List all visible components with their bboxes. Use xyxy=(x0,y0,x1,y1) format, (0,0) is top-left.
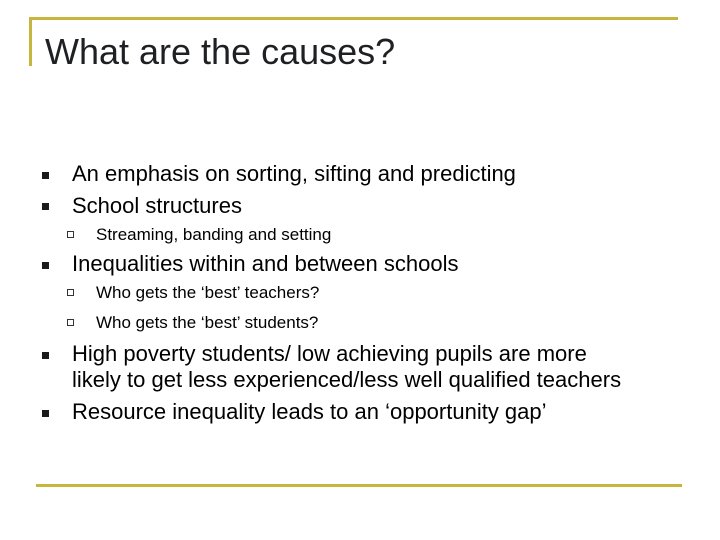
bullet-high-poverty-line2: likely to get less experienced/less well qualified teachers xyxy=(72,367,622,392)
sub-bullet-best-students: Who gets the ‘best’ students? xyxy=(96,313,319,332)
bullet-marker-2 xyxy=(42,203,49,210)
bullet-marker-4 xyxy=(42,352,49,359)
frame-top-rule xyxy=(29,17,678,20)
sub-bullet-best-teachers: Who gets the ‘best’ teachers? xyxy=(96,283,320,302)
bullet-sorting: An emphasis on sorting, sifting and predicting xyxy=(72,161,516,186)
bullet-marker-3 xyxy=(42,262,49,269)
sub-bullet-marker-2 xyxy=(67,289,74,296)
bullet-school-structures: School structures xyxy=(72,193,242,218)
bullet-inequalities: Inequalities within and between schools xyxy=(72,251,459,276)
frame-bottom-rule xyxy=(36,484,682,487)
slide-title: What are the causes? xyxy=(45,31,396,72)
bullet-marker-5 xyxy=(42,410,49,417)
sub-bullet-marker-3 xyxy=(67,319,74,326)
bullet-high-poverty-line1: High poverty students/ low achieving pupils are more xyxy=(72,341,587,366)
bullet-resource-inequality: Resource inequality leads to an ‘opportunity gap’ xyxy=(72,399,547,424)
sub-bullet-streaming: Streaming, banding and setting xyxy=(96,225,332,244)
bullet-marker-1 xyxy=(42,172,49,179)
frame-left-rule xyxy=(29,17,32,66)
sub-bullet-marker-1 xyxy=(67,231,74,238)
